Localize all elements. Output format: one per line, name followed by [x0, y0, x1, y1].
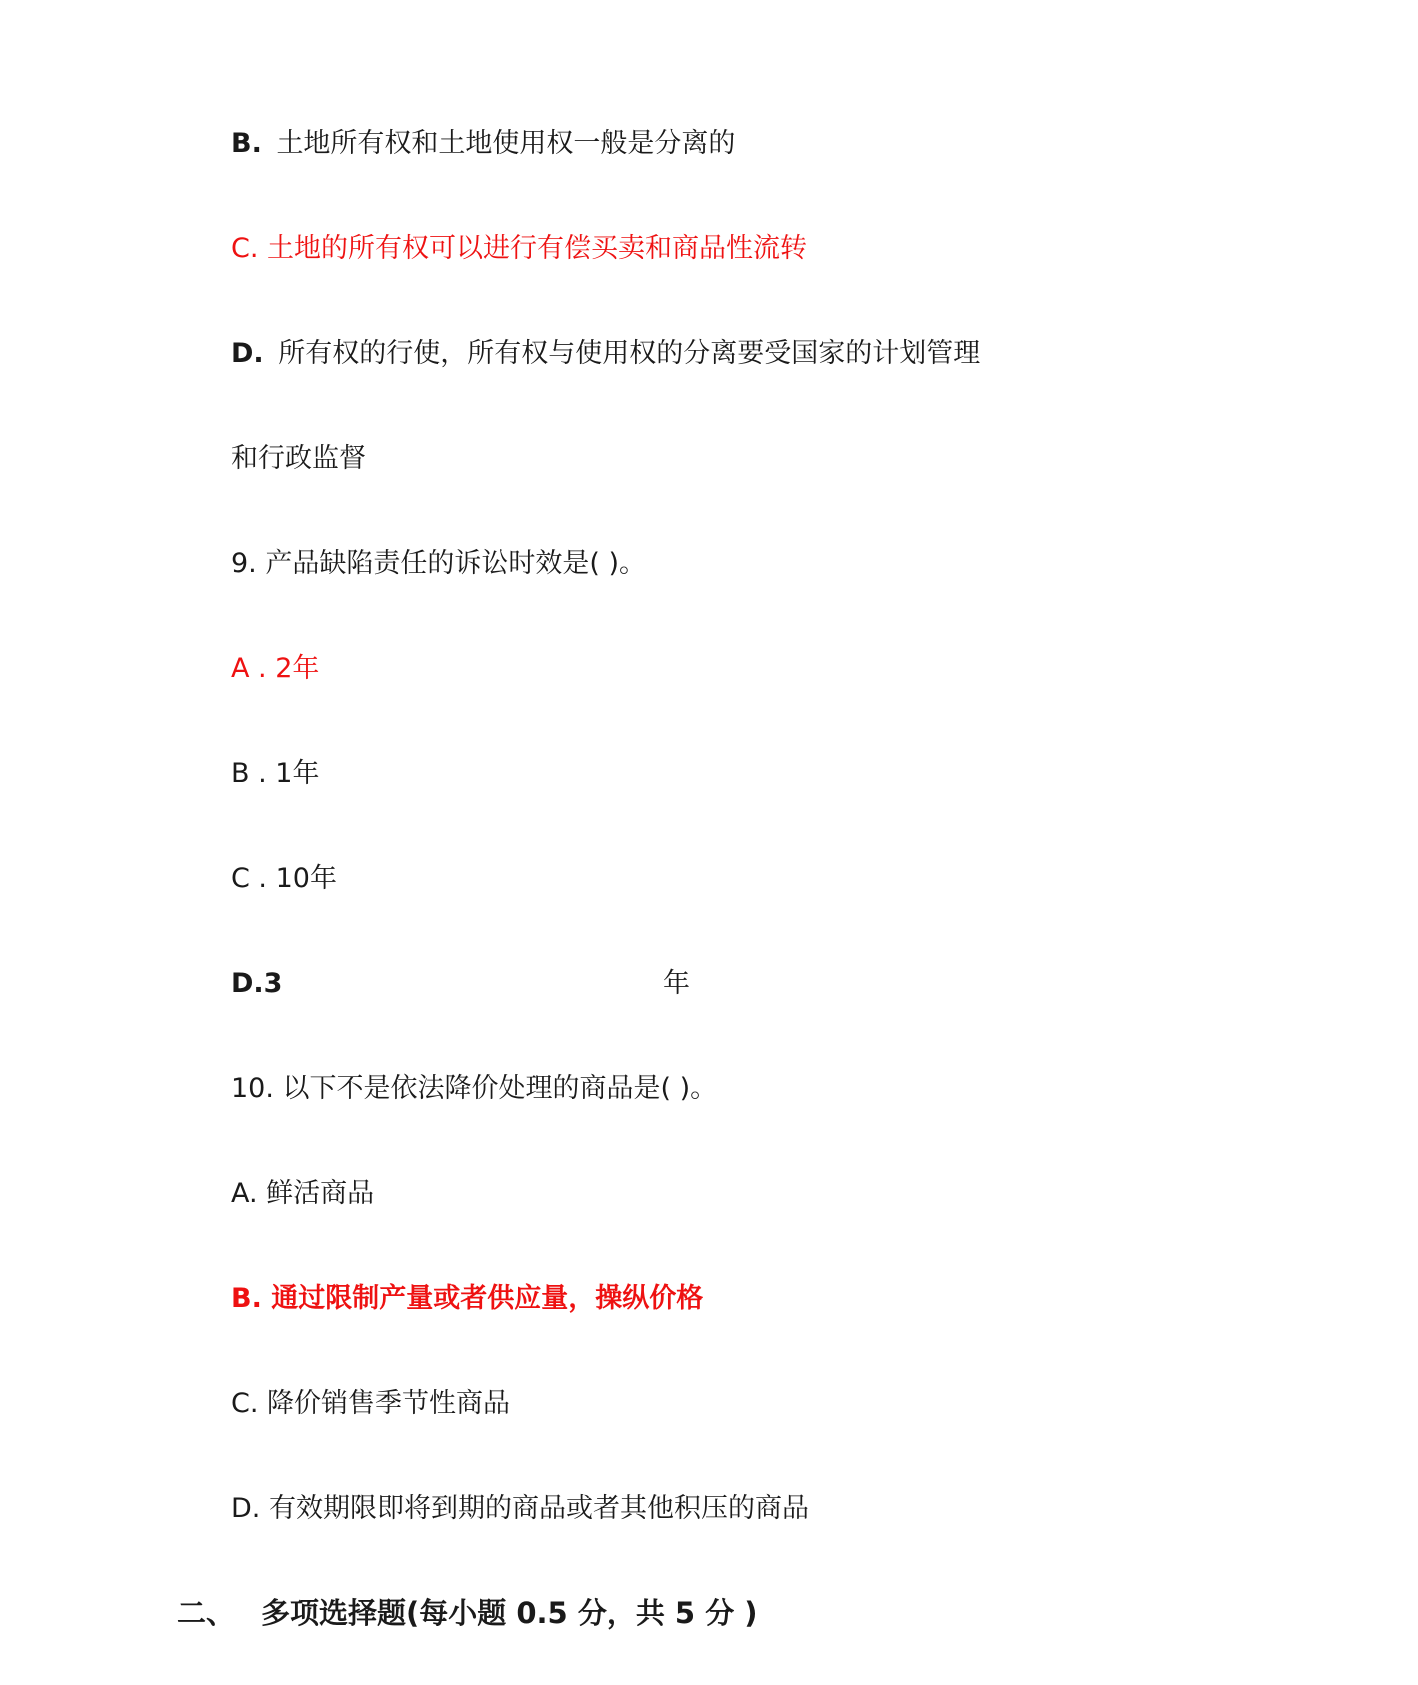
section-heading [177, 1595, 758, 1631]
section-title: 多项选择题(每小题 0.5 分，共 5 分 ) [261, 1596, 758, 1630]
q9-option-c: C . 10年 [231, 863, 337, 894]
section-number: 二、 [177, 1596, 236, 1630]
q9-question: 9. 产品缺陷责任的诉讼时效是( )。 [231, 548, 646, 579]
q10-option-d: D. 有效期限即将到期的商品或者其他积压的商品 [231, 1493, 809, 1524]
option-letter: D. [231, 338, 264, 369]
q9-option-a-answer: A . 2年 [231, 653, 320, 684]
q8-option-b [231, 127, 735, 161]
q8-option-c-answer: C. 土地的所有权可以进行有偿买卖和商品性流转 [231, 233, 808, 264]
option-text: 土地所有权和土地使用权一般是分离的 [276, 128, 736, 159]
q10-option-b-answer: B. 通过限制产量或者供应量，操纵价格 [231, 1283, 704, 1314]
q10-option-c: C. 降价销售季节性商品 [231, 1388, 511, 1419]
q8-option-d [231, 337, 980, 371]
option-letter: B. [231, 128, 262, 159]
q10-question: 10. 以下不是依法降价处理的商品是( )。 [231, 1073, 718, 1104]
q8-option-d-continuation: 和行政监督 [231, 443, 366, 474]
q9-option-d-suffix: 年 [663, 968, 690, 999]
q9-option-b: B . 1年 [231, 758, 320, 789]
q9-option-d [231, 967, 731, 1001]
q10-option-a: A. 鲜活商品 [231, 1178, 375, 1209]
option-text: 所有权的行使，所有权与使用权的分离要受国家的计划管理 [278, 338, 981, 369]
option-text: D.3 [231, 968, 283, 999]
